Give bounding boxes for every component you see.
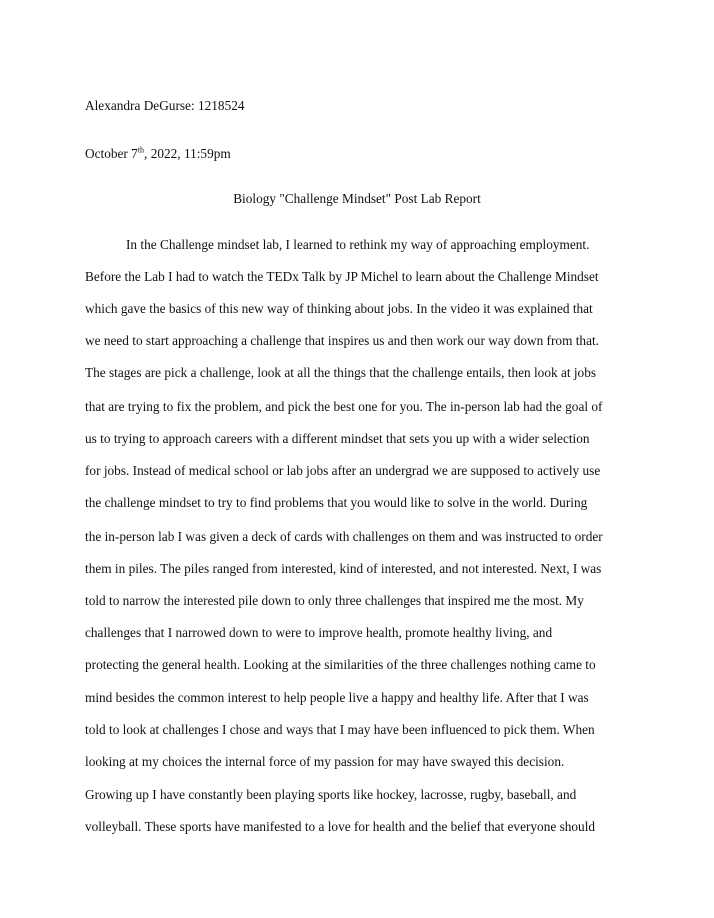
- paragraph-line: for jobs. Instead of medical school or lab jobs after an undergrad we are supposed to actively use: [85, 463, 601, 478]
- paragraph-line: we need to start approaching a challenge that inspires us and then work our way down from that.: [85, 333, 599, 348]
- paragraph-line: volleyball. These sports have manifested to a love for health and the belief that everyone should: [85, 819, 596, 834]
- paragraph-line: that are trying to fix the problem, and pick the best one for you. The in-person lab had the goal of: [85, 399, 603, 414]
- paragraph-line: mind besides the common interest to help people live a happy and healthy life. After that I was: [85, 690, 589, 705]
- report-title: Biology "Challenge Mindset" Post Lab Report: [233, 191, 481, 206]
- paragraph-line: them in piles. The piles ranged from interested, kind of interested, and not interested. Next, I was: [85, 561, 602, 576]
- paragraph-line: Before the Lab I had to watch the TEDx Talk by JP Michel to learn about the Challenge Mindset: [85, 269, 599, 284]
- paragraph-line: told to look at challenges I chose and ways that I may have been influenced to pick them. When: [85, 722, 595, 737]
- date-line: [85, 146, 231, 162]
- date-month-day: October 7: [85, 146, 138, 161]
- date-year-time: , 2022, 11:59pm: [144, 146, 231, 161]
- paragraph-line: challenges that I narrowed down to were to improve health, promote healthy living, and: [85, 625, 553, 640]
- paragraph-line: In the Challenge mindset lab, I learned to rethink my way of approaching employment.: [126, 237, 590, 252]
- paragraph-line: The stages are pick a challenge, look at all the things that the challenge entails, then look at jobs: [85, 365, 597, 380]
- author-line: Alexandra DeGurse: 1218524: [85, 98, 245, 113]
- paragraph-line: protecting the general health. Looking at the similarities of the three challenges nothing came to: [85, 657, 596, 672]
- paragraph-line: us to trying to approach careers with a different mindset that sets you up with a wider selection: [85, 431, 590, 446]
- paragraph-line: Growing up I have constantly been playing sports like hockey, lacrosse, rugby, baseball, and: [85, 787, 577, 802]
- paragraph-line: the challenge mindset to try to find problems that you would like to solve in the world. During: [85, 495, 588, 510]
- paragraph-line: told to narrow the interested pile down to only three challenges that inspired me the most. My: [85, 593, 584, 608]
- paragraph-line: the in-person lab I was given a deck of cards with challenges on them and was instructed to order: [85, 529, 603, 544]
- date-ordinal-suffix: th: [137, 145, 145, 155]
- paragraph-line: which gave the basics of this new way of thinking about jobs. In the video it was explained that: [85, 301, 593, 316]
- paragraph-line: looking at my choices the internal force of my passion for may have swayed this decision.: [85, 754, 565, 769]
